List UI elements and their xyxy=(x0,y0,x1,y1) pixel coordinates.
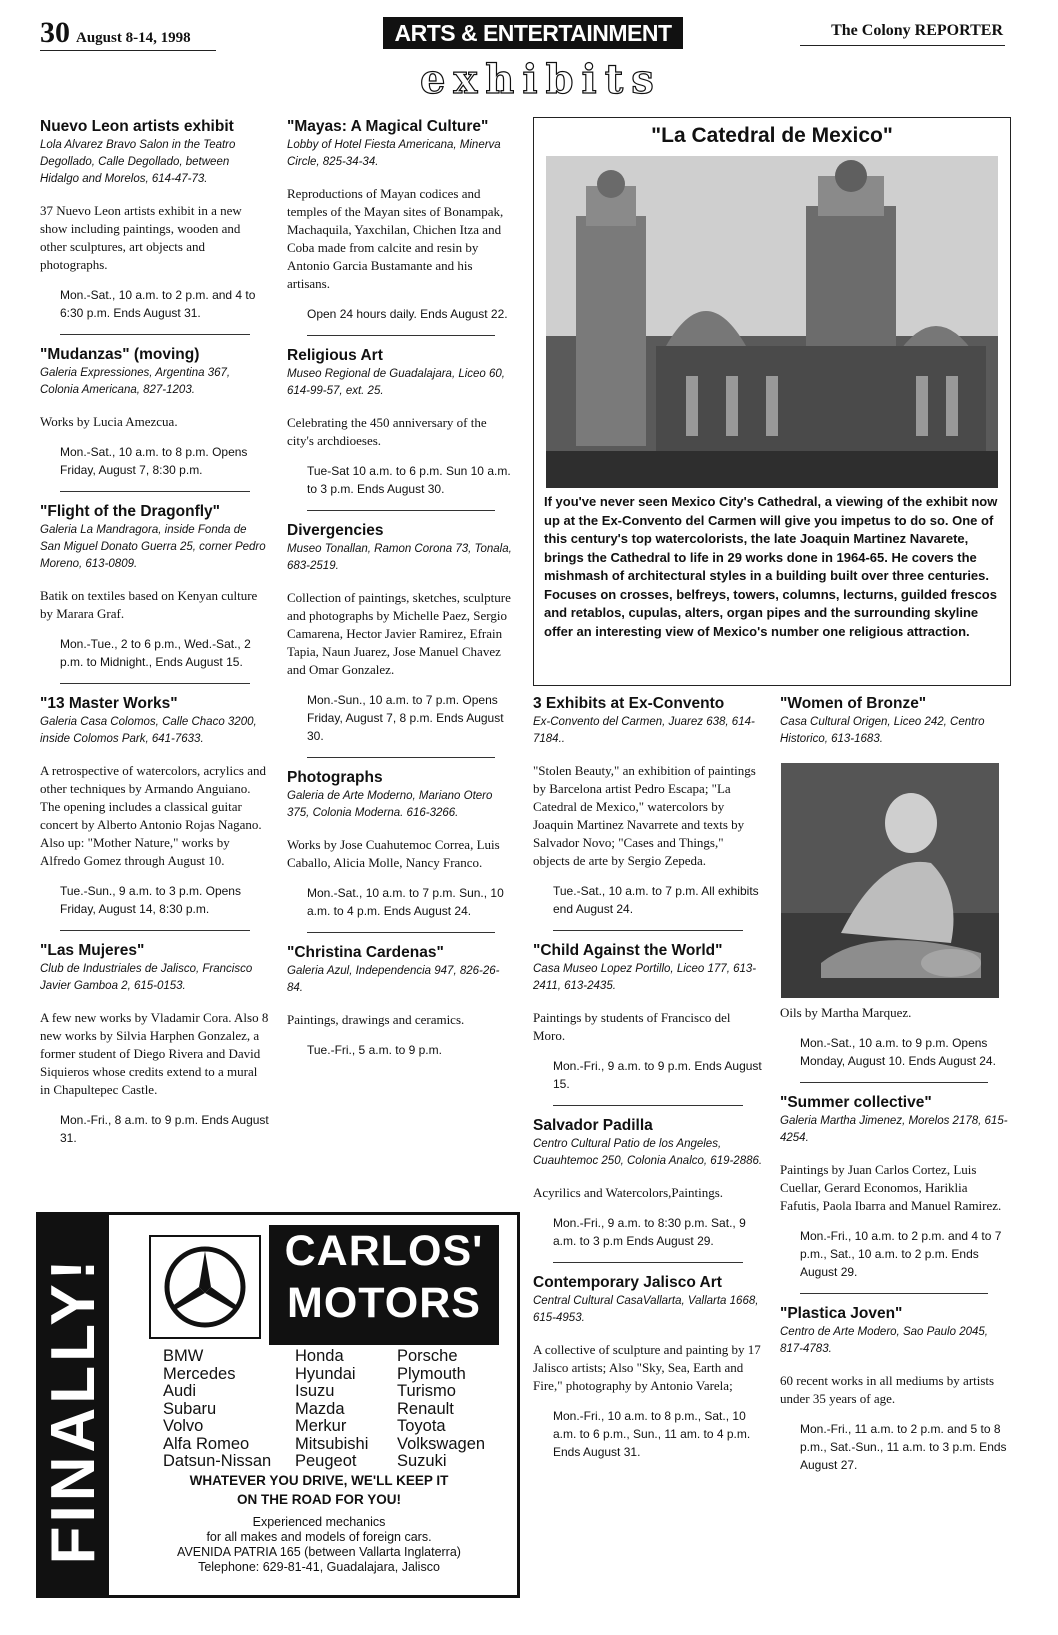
brand-name: Honda xyxy=(295,1347,344,1365)
listing-venue: Casa Museo Lopez Portillo, Liceo 177, 613-2411, 613-2435. xyxy=(533,963,757,992)
listing xyxy=(533,941,763,1093)
ad-details xyxy=(129,1515,509,1575)
listing-venue: Galeria Azul, Independencia 947, 826-26-84. xyxy=(287,965,500,994)
ad-address: AVENIDA PATRIA 165 (between Vallarta Inglaterra) xyxy=(177,1545,461,1559)
divider xyxy=(60,683,250,684)
listing-description: A few new works by Vladamir Cora. Also 8 new works by Silvia Harphen Gonzalez, a former student of Diego Rivera and David Siquieros whose credits extend to a mural in Chapultepec Castle. xyxy=(40,1010,269,1097)
listing-description: 60 recent works in all mediums by artists under 35 years of age. xyxy=(780,1373,995,1406)
listing-venue: Galeria de Arte Moderno, Mariano Otero 375, Colonia Moderna. 616-3266. xyxy=(287,790,493,819)
listing-hours: Mon.-Fri., 9 a.m. to 8:30 p.m. Sat., 9 a.m. to 3 p.m Ends August 29. xyxy=(553,1216,746,1248)
listing-hours: Tue.-Sun., 9 a.m. to 3 p.m. Opens Friday, August 14, 8:30 p.m. xyxy=(60,884,241,916)
divider xyxy=(307,510,495,511)
listing-description: A collective of sculpture and painting by 17 Jalisco artists; Also "Sky, Sea, Earth and Fire," photography by Antonio Varela; xyxy=(533,1342,761,1393)
listing-title: 3 Exhibits at Ex-Convento xyxy=(533,695,725,712)
listing-hours: Open 24 hours daily. Ends August 22. xyxy=(307,307,508,321)
listing xyxy=(287,346,515,498)
listing-title: "Flight of the Dragonfly" xyxy=(40,503,221,520)
ad-title-line2: MOTORS xyxy=(287,1279,481,1327)
listing-title: "Child Against the World" xyxy=(533,942,723,959)
listing-venue: Centro Cultural Patio de los Angeles, Cuauhtemoc 250, Colonia Analco, 619-2886. xyxy=(533,1138,763,1167)
listing-venue: Museo Regional de Guadalajara, Liceo 60, 614-99-57, ext. 25. xyxy=(287,368,506,397)
listing-description: Paintings by students of Francisco del Moro. xyxy=(533,1010,731,1043)
listing xyxy=(40,502,270,671)
feature-caption: If you've never seen Mexico City's Cathedral, a viewing of the exhibit now up at the Ex-Convento del Carmen will give you impetus to do so. One of this century's top watercolorists, the late Joaquin Martinez Navarete, brings the Cathedral to life in 29 works done in 1964-65. He covers the mishmash of architectural styles in a building built over three centuries. Focuses on crosses, belfreys, towers, columns, lecturns, guilded frescos and retablos, cupulas, alters, organ pipes and the surrounding skyline offer an interesting view of Mexico's number one religious attraction. xyxy=(544,494,998,639)
brand-name: Volvo xyxy=(163,1417,204,1435)
listing-title: "Women of Bronze" xyxy=(780,695,927,712)
section-title: ARTS & ENTERTAINMENT xyxy=(383,17,683,49)
listing-title: "Plastica Joven" xyxy=(780,1305,903,1322)
ad-telephone: Telephone: 629-81-41, Guadalajara, Jalisco xyxy=(198,1560,440,1574)
listing-title: "Summer collective" xyxy=(780,1094,932,1111)
listing-description: Reproductions of Mayan codices and temples of the Mayan sites of Bonampak, Machaquila, Yaxchilan, Chichen Itza and Coba made from calcite and resin by Antonio Garcia Bustamante and his artisans. xyxy=(287,186,504,291)
brand-name: Porsche xyxy=(397,1347,458,1365)
listing-venue: Central Cultural CasaVallarta, Vallarta 1668, 615-4953. xyxy=(533,1295,759,1324)
woman-painting-drawing xyxy=(781,763,999,998)
brand-name: Datsun-Nissan xyxy=(163,1452,272,1470)
listing xyxy=(780,1093,1008,1281)
listing-description: Works by Jose Cuahutemoc Correa, Luis Caballo, Alicia Molle, Nancy Franco. xyxy=(287,837,500,870)
listing-hours: Mon.-Fri., 11 a.m. to 2 p.m. and 5 to 8 p.m., Sat.-Sun., 11 a.m. to 3 p.m. Ends August 27. xyxy=(800,1422,1007,1472)
listing xyxy=(287,943,515,1059)
brand-list-2 xyxy=(295,1348,368,1471)
feature-title: "La Catedral de Mexico" xyxy=(651,124,893,147)
header-rule-right xyxy=(800,45,1005,46)
listing-hours: Mon.-Fri., 10 a.m. to 2 p.m. and 4 to 7 p.m., Sat., 10 a.m. to 2 p.m. Ends August 29. xyxy=(800,1229,1002,1279)
listing xyxy=(287,117,515,323)
listing-hours: Mon.-Fri., 8 a.m. to 9 p.m. Ends August 31. xyxy=(60,1113,269,1145)
mercedes-logo-icon xyxy=(149,1235,261,1339)
listing-hours: Mon.-Tue., 2 to 6 p.m., Wed.-Sat., 2 p.m. to Midnight., Ends August 15. xyxy=(60,637,251,669)
carlos-motors-ad xyxy=(36,1212,520,1598)
ad-side-banner xyxy=(39,1215,109,1595)
listing xyxy=(780,1304,1008,1474)
divider xyxy=(307,757,495,758)
ad-detail-line: Experienced mechanics xyxy=(252,1515,386,1529)
listing xyxy=(40,345,270,479)
cathedral-illustration xyxy=(546,156,998,488)
brand-name: Toyota xyxy=(397,1417,446,1435)
listing-hours: Mon.-Sat., 10 a.m. to 9 p.m. Opens Monday, August 10. Ends August 24. xyxy=(800,1036,996,1068)
listing-venue: Galeria Martha Jimenez, Morelos 2178, 615-4254. xyxy=(780,1115,1008,1144)
listing-hours: Mon.-Sun., 10 a.m. to 7 p.m. Opens Friday, August 7, 8 p.m. Ends August 30. xyxy=(307,693,504,743)
column-3 xyxy=(533,694,763,1473)
listing-description: Batik on textiles based on Kenyan culture by Marara Graf. xyxy=(40,588,258,621)
brand-name: Peugeot xyxy=(295,1452,357,1470)
exhibits-banner: exhibits xyxy=(420,56,662,103)
listing-description: Acyrilics and Watercolors,Paintings. xyxy=(533,1185,724,1200)
page-number: 30 xyxy=(40,16,70,49)
listing-venue: Museo Tonallan, Ramon Corona 73, Tonala, 683-2519. xyxy=(287,543,512,572)
listing-venue: Galeria Casa Colomos, Calle Chaco 3200, inside Colomos Park, 641-7633. xyxy=(40,716,257,745)
cathedral-drawing xyxy=(546,156,998,488)
brand-name: Mitsubishi xyxy=(295,1434,369,1453)
divider xyxy=(553,930,743,931)
listing-title: Contemporary Jalisco Art xyxy=(533,1274,722,1291)
brand-name: Mercedes xyxy=(163,1364,236,1383)
ad-side-text: FINALLY! xyxy=(39,1255,108,1565)
listing-title: "Las Mujeres" xyxy=(40,942,145,959)
listing-venue: Ex-Convento del Carmen, Juarez 638, 614-7184.. xyxy=(533,716,755,745)
divider xyxy=(60,930,250,931)
brand-list-3 xyxy=(397,1348,485,1471)
brand-name: Alfa Romeo xyxy=(163,1434,250,1453)
listing-venue: Lobby of Hotel Fiesta Americana, Minerva Circle, 825-34-34. xyxy=(287,139,501,168)
listing-title: Religious Art xyxy=(287,347,383,364)
listing-title: "13 Master Works" xyxy=(40,695,178,712)
divider xyxy=(553,1105,743,1106)
listing-description: Collection of paintings, sketches, sculpture and photographs by Michelle Paez, Sergio Camarena, Hector Javier Ramirez, Efrain Tapia, Naun Juarez, Jose Manuel Chavez and Omar Gonzalez. xyxy=(287,590,511,677)
brand-name: Mazda xyxy=(295,1399,345,1418)
listing-hours: Mon.-Sat., 10 a.m. to 2 p.m. and 4 to 6:30 p.m. Ends August 31. xyxy=(60,288,256,320)
brand-name: Volkswagen xyxy=(397,1434,486,1453)
brand-name: Renault xyxy=(397,1399,454,1418)
listing-venue: Galeria La Mandragora, inside Fonda de San Miguel Donato Guerra 25, corner Pedro Moreno, 613-0809. xyxy=(40,524,266,570)
listing-hours: Tue-Sat 10 a.m. to 6 p.m. Sun 10 a.m. to 3 p.m. Ends August 30. xyxy=(307,464,511,496)
listing-hours: Tue.-Sat., 10 a.m. to 7 p.m. All exhibits end August 24. xyxy=(553,884,759,916)
brand-name: Plymouth xyxy=(397,1364,466,1383)
listing-hours: Mon.-Fri., 10 a.m. to 8 p.m., Sat., 10 a.m. to 6 p.m., Sun., 11 am. to 4 p.m. Ends August 31. xyxy=(553,1409,751,1459)
listing-description: "Stolen Beauty," an exhibition of paintings by Barcelona artist Pedro Escapa; "La Catedral de Mexico," watercolors by Joaquin Martinez Navarrete and texts by Salvador Novo; "Cases and Things," objects de arte by Sergio Zepeda. xyxy=(533,763,756,868)
listing xyxy=(40,694,270,918)
listing-description: Celebrating the 450 anniversary of the city's archdioeses. xyxy=(287,415,487,448)
listing-venue: Casa Cultural Origen, Liceo 242, Centro Historico, 613-1683. xyxy=(780,716,985,745)
listing-title: Nuevo Leon artists exhibit xyxy=(40,118,234,135)
listing-hours: Mon.-Sat., 10 a.m. to 7 p.m. Sun., 10 a.m. to 4 p.m. Ends August 24. xyxy=(307,886,504,918)
feature-box xyxy=(533,117,1011,686)
painting-image xyxy=(781,763,999,998)
listing-title: Divergencies xyxy=(287,522,384,539)
brand-name: Isuzu xyxy=(295,1382,335,1400)
brand-name: Subaru xyxy=(163,1399,217,1418)
ad-title-box xyxy=(269,1225,499,1345)
listing xyxy=(40,117,270,322)
listing-description: 37 Nuevo Leon artists exhibit in a new show including paintings, wooden and other sculptures, art objects and photographs. xyxy=(40,203,242,272)
listing-title: "Mudanzas" (moving) xyxy=(40,346,200,363)
listing-title: Salvador Padilla xyxy=(533,1117,653,1134)
divider xyxy=(800,1293,988,1294)
listing-description: Oils by Martha Marquez. xyxy=(780,1005,912,1020)
listing xyxy=(533,1116,763,1250)
divider xyxy=(60,491,250,492)
brand-name: Audi xyxy=(163,1382,197,1400)
brand-name: Turismo xyxy=(397,1382,456,1400)
column-2 xyxy=(287,117,515,1071)
ad-title-line1: CARLOS' xyxy=(284,1227,484,1275)
brand-name: BMW xyxy=(163,1347,204,1365)
divider xyxy=(553,1262,743,1263)
ad-detail-line: for all makes and models of foreign cars. xyxy=(206,1530,432,1544)
listing xyxy=(40,941,270,1147)
listing xyxy=(287,521,515,745)
listing-description: Paintings, drawings and ceramics. xyxy=(287,1012,465,1027)
listing-venue: Club de Industriales de Jalisco, Francisco Javier Gamboa 2, 615-0153. xyxy=(40,963,253,992)
brand-name: Merkur xyxy=(295,1417,347,1435)
listing-description: Works by Lucia Amezcua. xyxy=(40,414,178,429)
header-rule-left xyxy=(40,50,216,51)
listing-title: "Christina Cardenas" xyxy=(287,944,444,961)
listing-title: Photographs xyxy=(287,769,383,786)
paper-name: The Colony REPORTER xyxy=(831,22,1003,39)
listing-venue: Centro de Arte Modero, Sao Paulo 2045, 817-4783. xyxy=(780,1326,988,1355)
divider xyxy=(800,1082,988,1083)
listing-hours: Mon.-Fri., 9 a.m. to 9 p.m. Ends August 15. xyxy=(553,1059,762,1091)
issue-date: August 8-14, 1998 xyxy=(76,30,191,46)
listing-description: Paintings by Juan Carlos Cortez, Luis Cuellar, Gerard Economos, Hariklia Fafutis, Paola Ibarra and Manuel Ramirez. xyxy=(780,1162,1002,1213)
listing-title: "Mayas: A Magical Culture" xyxy=(287,118,489,135)
brand-name: Hyundai xyxy=(295,1364,356,1383)
brand-name: Suzuki xyxy=(397,1452,447,1470)
divider xyxy=(307,932,495,933)
listing xyxy=(533,694,763,918)
listing xyxy=(533,1273,763,1461)
ad-slogan xyxy=(129,1471,509,1509)
listing-venue: Galeria Expressiones, Argentina 367, Colonia Americana, 827-1203. xyxy=(40,367,231,396)
column-1 xyxy=(40,117,270,1159)
ad-slogan-line1: WHATEVER YOU DRIVE, WE'LL KEEP IT xyxy=(189,1473,449,1488)
listing-description: A retrospective of watercolors, acrylics and other techniques by Armando Anguiano. The opening includes a classical guitar concert by Alberto Antonio Rojas Nagano. Also up: "Mother Nature," works by Alfredo Gomez through August 10. xyxy=(40,763,266,868)
ad-slogan-line2: ON THE ROAD FOR YOU! xyxy=(236,1492,401,1507)
listing-hours: Tue.-Fri., 5 a.m. to 9 p.m. xyxy=(307,1043,442,1057)
divider xyxy=(307,335,495,336)
page-header-left xyxy=(40,16,191,50)
listing-hours: Mon.-Sat., 10 a.m. to 8 p.m. Opens Friday, August 7, 8:30 p.m. xyxy=(60,445,248,477)
listing-venue: Lola Alvarez Bravo Salon in the Teatro Degollado, Calle Degollado, between Hidalgo and Morelos, 614-47-73. xyxy=(40,139,236,185)
divider xyxy=(60,334,250,335)
brand-list-1 xyxy=(163,1348,271,1471)
listing xyxy=(287,768,515,920)
